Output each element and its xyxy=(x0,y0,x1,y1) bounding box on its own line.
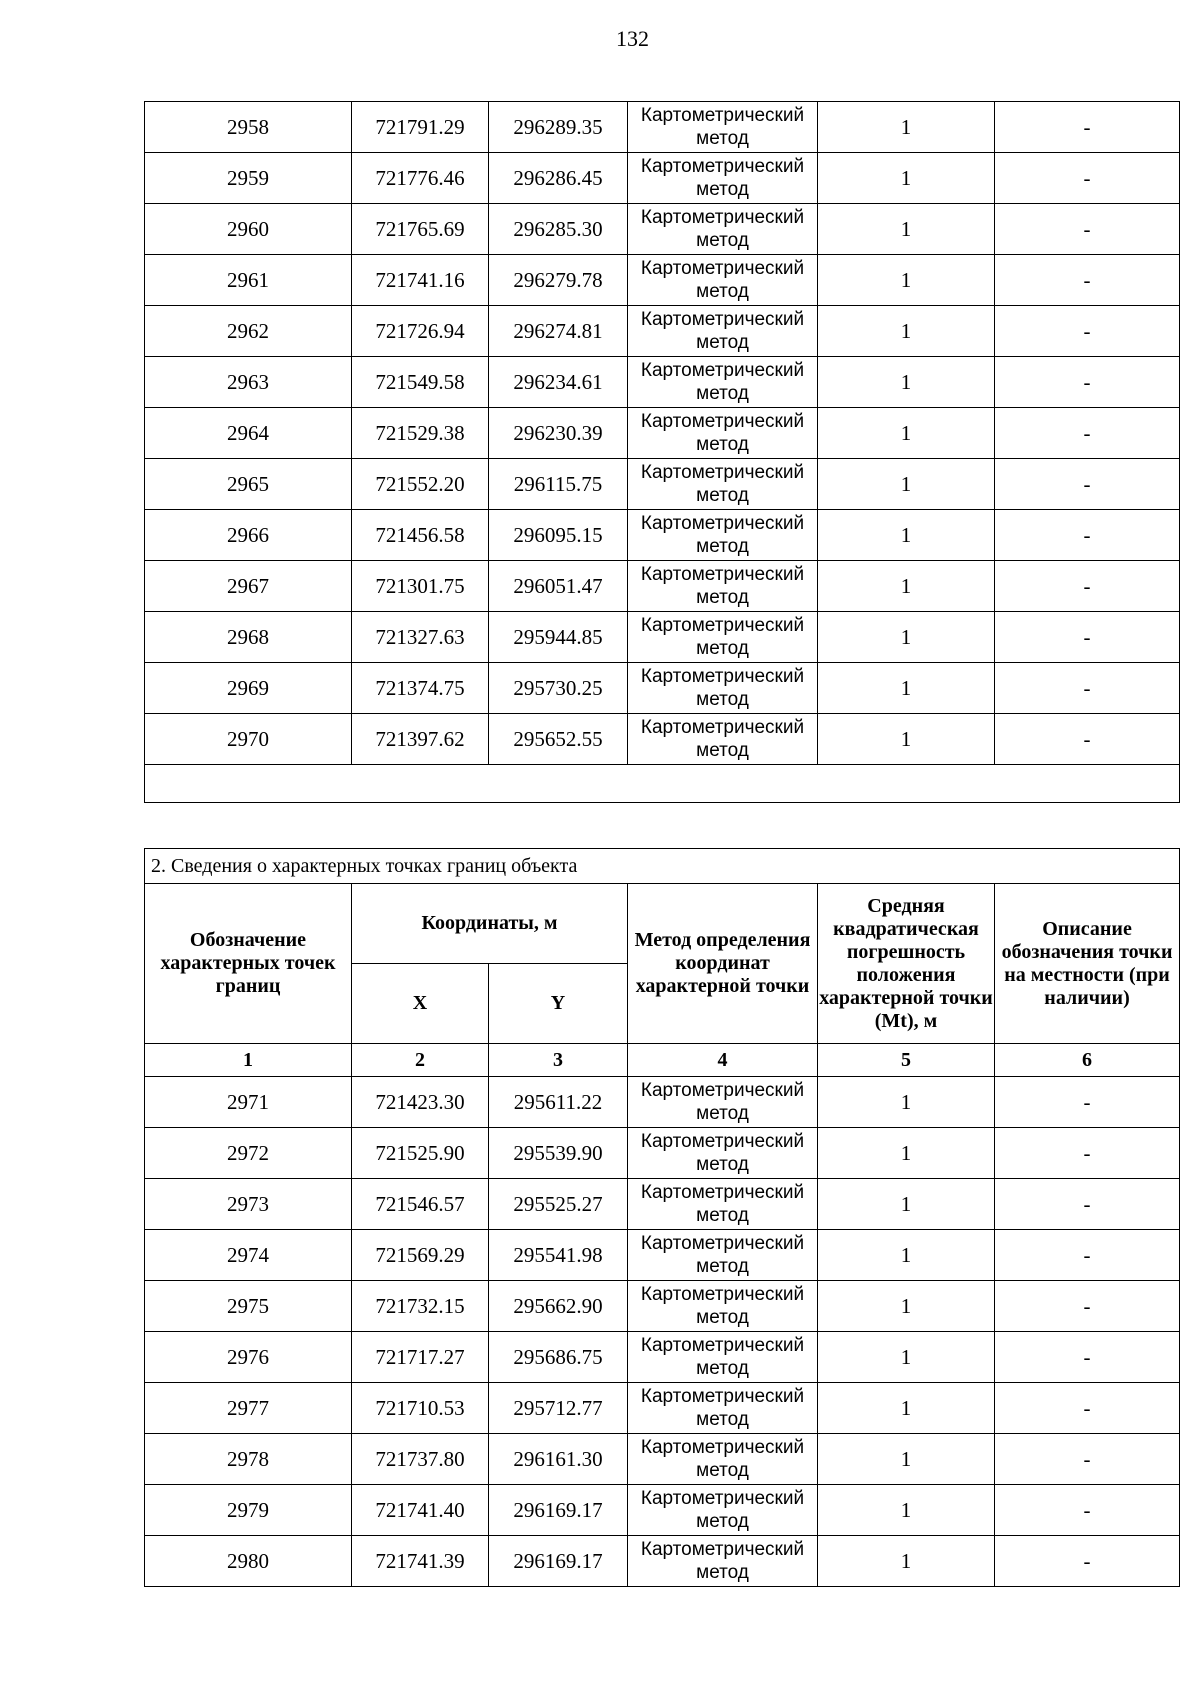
coord-x: 721717.27 xyxy=(352,1332,489,1383)
method-line-1: Картометрический xyxy=(640,207,805,228)
point-id: 2976 xyxy=(145,1332,352,1383)
description: - xyxy=(995,255,1180,306)
point-id: 2965 xyxy=(145,459,352,510)
coord-y: 296230.39 xyxy=(489,408,628,459)
coord-y: 295944.85 xyxy=(489,612,628,663)
header-method: Метод определения координат характерной точки xyxy=(628,884,818,1044)
method-line-1: Картометрический xyxy=(640,564,805,585)
mean-error: 1 xyxy=(818,459,995,510)
mean-error: 1 xyxy=(818,1179,995,1230)
coord-x: 721776.46 xyxy=(352,153,489,204)
table-row xyxy=(145,255,1180,306)
method-line-2: метод xyxy=(696,1256,749,1277)
method-line-1: Картометрический xyxy=(640,1437,805,1458)
method-line-1: Картометрический xyxy=(640,666,805,687)
description: - xyxy=(995,1536,1180,1587)
point-id: 2969 xyxy=(145,663,352,714)
coord-y: 296051.47 xyxy=(489,561,628,612)
table-row xyxy=(145,1332,1180,1383)
coord-x: 721569.29 xyxy=(352,1230,489,1281)
header-description: Описание обозначения точки на местности (при наличии) xyxy=(995,884,1180,1044)
method-line-2: метод xyxy=(696,485,749,506)
method-line-1: Картометрический xyxy=(640,1539,805,1560)
mean-error: 1 xyxy=(818,153,995,204)
table-row xyxy=(145,1281,1180,1332)
method-line-1: Картометрический xyxy=(640,1386,805,1407)
empty-row xyxy=(145,765,1180,803)
point-id: 2963 xyxy=(145,357,352,408)
column-number: 5 xyxy=(818,1044,995,1077)
coord-y: 295686.75 xyxy=(489,1332,628,1383)
coord-y: 295611.22 xyxy=(489,1077,628,1128)
coord-y: 296289.35 xyxy=(489,102,628,153)
column-number: 6 xyxy=(995,1044,1180,1077)
description: - xyxy=(995,408,1180,459)
method-line-1: Картометрический xyxy=(640,717,805,738)
coord-y: 296285.30 xyxy=(489,204,628,255)
mean-error: 1 xyxy=(818,408,995,459)
description: - xyxy=(995,663,1180,714)
table-row xyxy=(145,1128,1180,1179)
boundary-points-table xyxy=(144,848,1180,1587)
method-cell xyxy=(628,1536,818,1587)
coord-x: 721737.80 xyxy=(352,1434,489,1485)
column-number: 4 xyxy=(628,1044,818,1077)
mean-error: 1 xyxy=(818,510,995,561)
method-line-2: метод xyxy=(696,1562,749,1583)
table-row xyxy=(145,306,1180,357)
table-row xyxy=(145,612,1180,663)
table-row xyxy=(145,1230,1180,1281)
column-number: 2 xyxy=(352,1044,489,1077)
method-line-1: Картометрический xyxy=(640,258,805,279)
point-id: 2964 xyxy=(145,408,352,459)
description: - xyxy=(995,306,1180,357)
method-line-1: Картометрический xyxy=(640,1233,805,1254)
method-line-2: метод xyxy=(696,128,749,149)
point-id: 2973 xyxy=(145,1179,352,1230)
method-cell xyxy=(628,357,818,408)
method-cell xyxy=(628,102,818,153)
point-id: 2959 xyxy=(145,153,352,204)
description: - xyxy=(995,1281,1180,1332)
table-row xyxy=(145,561,1180,612)
section-title: 2. Сведения о характерных точках границ объекта xyxy=(145,849,1180,884)
point-id: 2960 xyxy=(145,204,352,255)
method-line-2: метод xyxy=(696,281,749,302)
coord-x: 721726.94 xyxy=(352,306,489,357)
mean-error: 1 xyxy=(818,102,995,153)
method-line-2: метод xyxy=(696,1205,749,1226)
method-line-2: метод xyxy=(696,1460,749,1481)
method-line-2: метод xyxy=(696,434,749,455)
mean-error: 1 xyxy=(818,357,995,408)
method-line-2: метод xyxy=(696,179,749,200)
method-line-2: метод xyxy=(696,1409,749,1430)
description: - xyxy=(995,153,1180,204)
mean-error: 1 xyxy=(818,612,995,663)
description: - xyxy=(995,357,1180,408)
method-line-1: Картометрический xyxy=(640,156,805,177)
column-number: 1 xyxy=(145,1044,352,1077)
method-cell xyxy=(628,1434,818,1485)
coord-y: 296169.17 xyxy=(489,1536,628,1587)
method-cell xyxy=(628,1179,818,1230)
method-line-1: Картометрический xyxy=(640,1131,805,1152)
coord-y: 296234.61 xyxy=(489,357,628,408)
point-id: 2962 xyxy=(145,306,352,357)
coord-x: 721549.58 xyxy=(352,357,489,408)
coord-x: 721791.29 xyxy=(352,102,489,153)
point-id: 2966 xyxy=(145,510,352,561)
method-cell xyxy=(628,714,818,765)
method-line-2: метод xyxy=(696,1358,749,1379)
method-cell xyxy=(628,306,818,357)
table-row xyxy=(145,357,1180,408)
description: - xyxy=(995,1434,1180,1485)
method-cell xyxy=(628,1281,818,1332)
table-row xyxy=(145,1383,1180,1434)
method-line-1: Картометрический xyxy=(640,1182,805,1203)
coord-y: 295525.27 xyxy=(489,1179,628,1230)
point-id: 2971 xyxy=(145,1077,352,1128)
table-row xyxy=(145,663,1180,714)
point-id: 2968 xyxy=(145,612,352,663)
method-cell xyxy=(628,561,818,612)
description: - xyxy=(995,612,1180,663)
coord-x: 721710.53 xyxy=(352,1383,489,1434)
coord-x: 721456.58 xyxy=(352,510,489,561)
coord-x: 721327.63 xyxy=(352,612,489,663)
coord-y: 295652.55 xyxy=(489,714,628,765)
coord-x: 721741.39 xyxy=(352,1536,489,1587)
description: - xyxy=(995,204,1180,255)
method-cell xyxy=(628,510,818,561)
point-id: 2958 xyxy=(145,102,352,153)
header-x: X xyxy=(352,964,489,1044)
empty-cell xyxy=(145,765,1180,803)
table-row xyxy=(145,408,1180,459)
method-line-2: метод xyxy=(696,689,749,710)
coord-x: 721552.20 xyxy=(352,459,489,510)
coord-x: 721423.30 xyxy=(352,1077,489,1128)
coord-x: 721301.75 xyxy=(352,561,489,612)
coord-x: 721374.75 xyxy=(352,663,489,714)
coord-x: 721741.16 xyxy=(352,255,489,306)
method-line-2: метод xyxy=(696,740,749,761)
header-mean-error: Средняя квадратическая погрешность положения характерной точки (Mt), м xyxy=(818,884,995,1044)
method-line-1: Картометрический xyxy=(640,1488,805,1509)
point-id: 2978 xyxy=(145,1434,352,1485)
coord-y: 296161.30 xyxy=(489,1434,628,1485)
method-cell xyxy=(628,663,818,714)
method-cell xyxy=(628,459,818,510)
table-row xyxy=(145,204,1180,255)
mean-error: 1 xyxy=(818,255,995,306)
mean-error: 1 xyxy=(818,1383,995,1434)
description: - xyxy=(995,102,1180,153)
point-id: 2980 xyxy=(145,1536,352,1587)
method-line-1: Картометрический xyxy=(640,1335,805,1356)
method-cell xyxy=(628,1230,818,1281)
mean-error: 1 xyxy=(818,1281,995,1332)
method-line-2: метод xyxy=(696,383,749,404)
description: - xyxy=(995,1230,1180,1281)
method-line-2: метод xyxy=(696,1154,749,1175)
header-coordinates: Координаты, м xyxy=(352,884,628,964)
coord-y: 295730.25 xyxy=(489,663,628,714)
method-line-1: Картометрический xyxy=(640,462,805,483)
description: - xyxy=(995,510,1180,561)
description: - xyxy=(995,459,1180,510)
mean-error: 1 xyxy=(818,1485,995,1536)
method-cell xyxy=(628,255,818,306)
coord-y: 296274.81 xyxy=(489,306,628,357)
coord-y: 296115.75 xyxy=(489,459,628,510)
description: - xyxy=(995,1077,1180,1128)
mean-error: 1 xyxy=(818,1434,995,1485)
page-number: 132 xyxy=(616,26,649,51)
point-id: 2961 xyxy=(145,255,352,306)
coord-y: 296095.15 xyxy=(489,510,628,561)
method-line-1: Картометрический xyxy=(640,309,805,330)
point-id: 2970 xyxy=(145,714,352,765)
mean-error: 1 xyxy=(818,306,995,357)
point-id: 2967 xyxy=(145,561,352,612)
coord-y: 295539.90 xyxy=(489,1128,628,1179)
method-line-2: метод xyxy=(696,1511,749,1532)
method-cell xyxy=(628,1485,818,1536)
method-cell xyxy=(628,1128,818,1179)
method-line-2: метод xyxy=(696,1103,749,1124)
header-point-designation: Обозначение характерных точек границ xyxy=(145,884,352,1044)
table-row xyxy=(145,1536,1180,1587)
method-cell xyxy=(628,1383,818,1434)
method-line-1: Картометрический xyxy=(640,1080,805,1101)
table-row xyxy=(145,1077,1180,1128)
description: - xyxy=(995,714,1180,765)
coord-x: 721525.90 xyxy=(352,1128,489,1179)
method-cell xyxy=(628,408,818,459)
description: - xyxy=(995,1179,1180,1230)
point-id: 2972 xyxy=(145,1128,352,1179)
method-line-1: Картометрический xyxy=(640,360,805,381)
method-line-2: метод xyxy=(696,332,749,353)
description: - xyxy=(995,1332,1180,1383)
mean-error: 1 xyxy=(818,1536,995,1587)
description: - xyxy=(995,561,1180,612)
method-cell xyxy=(628,1332,818,1383)
boundary-points-table-continued xyxy=(144,101,1180,803)
table-row xyxy=(145,510,1180,561)
method-cell xyxy=(628,1077,818,1128)
column-number: 3 xyxy=(489,1044,628,1077)
method-line-2: метод xyxy=(696,536,749,557)
method-line-1: Картометрический xyxy=(640,513,805,534)
point-id: 2979 xyxy=(145,1485,352,1536)
mean-error: 1 xyxy=(818,1230,995,1281)
mean-error: 1 xyxy=(818,663,995,714)
method-line-1: Картометрический xyxy=(640,105,805,126)
coord-y: 296279.78 xyxy=(489,255,628,306)
table-row xyxy=(145,714,1180,765)
coord-y: 295662.90 xyxy=(489,1281,628,1332)
method-line-1: Картометрический xyxy=(640,411,805,432)
method-line-1: Картометрический xyxy=(640,615,805,636)
coord-x: 721765.69 xyxy=(352,204,489,255)
mean-error: 1 xyxy=(818,561,995,612)
method-line-1: Картометрический xyxy=(640,1284,805,1305)
mean-error: 1 xyxy=(818,1077,995,1128)
method-cell xyxy=(628,153,818,204)
method-line-2: метод xyxy=(696,587,749,608)
mean-error: 1 xyxy=(818,1332,995,1383)
coord-x: 721529.38 xyxy=(352,408,489,459)
header-y: Y xyxy=(489,964,628,1044)
coord-y: 295541.98 xyxy=(489,1230,628,1281)
table-row xyxy=(145,1179,1180,1230)
description: - xyxy=(995,1485,1180,1536)
coord-x: 721546.57 xyxy=(352,1179,489,1230)
method-line-2: метод xyxy=(696,230,749,251)
coord-x: 721732.15 xyxy=(352,1281,489,1332)
coord-y: 295712.77 xyxy=(489,1383,628,1434)
coord-x: 721741.40 xyxy=(352,1485,489,1536)
mean-error: 1 xyxy=(818,714,995,765)
description: - xyxy=(995,1128,1180,1179)
coord-y: 296169.17 xyxy=(489,1485,628,1536)
table-row xyxy=(145,102,1180,153)
table-row xyxy=(145,1434,1180,1485)
description: - xyxy=(995,1383,1180,1434)
table-row xyxy=(145,459,1180,510)
mean-error: 1 xyxy=(818,204,995,255)
coord-y: 296286.45 xyxy=(489,153,628,204)
point-id: 2975 xyxy=(145,1281,352,1332)
point-id: 2974 xyxy=(145,1230,352,1281)
point-id: 2977 xyxy=(145,1383,352,1434)
method-line-2: метод xyxy=(696,1307,749,1328)
coord-x: 721397.62 xyxy=(352,714,489,765)
method-cell xyxy=(628,204,818,255)
table-row xyxy=(145,153,1180,204)
method-cell xyxy=(628,612,818,663)
mean-error: 1 xyxy=(818,1128,995,1179)
table-row xyxy=(145,1485,1180,1536)
method-line-2: метод xyxy=(696,638,749,659)
